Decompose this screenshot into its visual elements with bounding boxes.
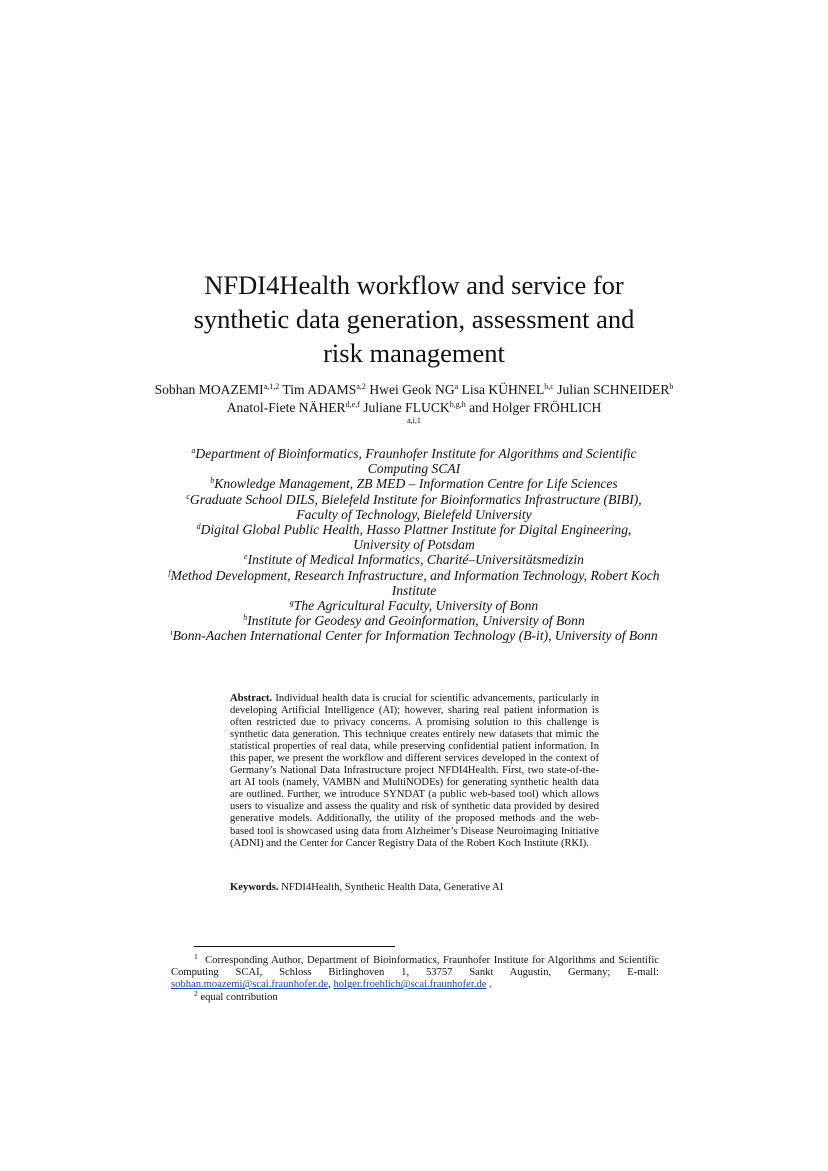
affiliation: $^e$Institute of Medical Informatics, Charité–Universitätsmedizin <box>244 552 584 568</box>
footnote-mark: 1 <box>194 952 198 961</box>
author-name: Sobhan MOAZEMI <box>154 382 264 397</box>
footnote-equal-contribution <box>171 988 659 1004</box>
author-sup: a,i,1 <box>407 416 421 425</box>
abstract <box>230 693 599 850</box>
title-line: NFDI4Health workflow and service for <box>204 270 624 300</box>
author-name: Anatol-Fiete NÄHER <box>226 399 346 415</box>
affiliation: $^c$Graduate School DILS, Bielefeld Institute for Bioinformatics Infrastructure (BIBI), Faculty of Technology, Bielefeld University <box>186 491 642 522</box>
author-sup: d,e,f <box>345 399 360 409</box>
author-name: Hwei Geok NG <box>369 382 455 397</box>
author-sup: a,1,2 <box>263 382 280 391</box>
affiliation: $^g$The Agricultural Faculty, University of Bonn <box>289 598 539 614</box>
author-name: Julian SCHNEIDER <box>557 382 670 397</box>
abstract-label: Abstract. <box>230 693 273 704</box>
footnote-mark: 2 <box>194 988 198 998</box>
affiliation: $^f$Method Development, Research Infrastructure, and Information Technology, Robert Koch Institute <box>168 567 660 598</box>
affiliation: $^a$Department of Bioinformatics, Fraunhofer Institute for Algorithms and Scientific Computing SCAI <box>191 446 637 477</box>
email-link-moazemi[interactable]: sobhan.moazemi@scai.fraunhofer.de <box>171 979 329 991</box>
author-sup: b <box>669 382 674 391</box>
author-name: Juliane FLUCK <box>363 399 450 415</box>
paper-title <box>150 268 678 370</box>
author-name: Lisa KÜHNEL <box>461 382 545 397</box>
author-sup: b,c <box>544 382 554 391</box>
footnote-corresponding-author: $^1$ Corresponding Author, Department of Bioinformatics, Fraunhofer Institute for Algorithms and Scientific Computing SCAI, Schloss Birlinghoven 1, 53757 Sankt Augustin, Germany; E-mail: sobhan.moazemi@scai.fraunhofer.de, holger.froehlich@scai.fraunhofer.de . <box>171 952 660 991</box>
footnotes <box>171 952 660 1004</box>
affiliation: $^i$Bonn-Aachen International Center for Information Technology (B-it), University of Bonn <box>170 628 658 644</box>
author-name: Tim ADAMS <box>282 382 357 397</box>
title-line: synthetic data generation, assessment and <box>193 304 635 334</box>
footnote-rule <box>194 946 395 947</box>
author-sup: b,g,h <box>449 399 466 409</box>
affiliation-list <box>168 446 660 644</box>
affiliation: $^h$Institute for Geodesy and Geoinformation, University of Bonn <box>243 613 585 629</box>
keywords-label: Keywords. <box>230 882 279 893</box>
author-sup: a <box>454 382 459 391</box>
author-list <box>150 381 678 425</box>
title-line: risk management <box>323 338 505 368</box>
keywords <box>230 882 599 894</box>
email-link-froehlich[interactable]: holger.froehlich@scai.fraunhofer.de <box>333 979 487 991</box>
keywords-text: NFDI4Health, Synthetic Health Data, Generative AI <box>281 882 504 893</box>
footnote-text: equal contribution <box>200 991 278 1003</box>
abstract-text: Individual health data is crucial for scientific advancements, particularly in developing Artificial Intelligence (AI); however, sharing real patient information is often restricted due to privacy concerns. A promising solution to this challenge is synthetic data generation. This technique creates entirely new datasets that mimic the statistical properties of real data, while preserving confidential patient information. In this paper, we present the workflow and different services developed in the context of Germany’s National Data Infrastructure project NFDI4Health. First, two state-of-the-art AI tools (namely, VAMBN and MultiNODEs) for generating synthetic health data are outlined. Further, we introduce SYNDAT (a public web-based tool) which allows users to visualize and assess the quality and risk of synthetic data provided by desired generative models. Additionally, the utility of the proposed methods and the web-based tool is showcased using data from Alzheimer’s Disease Neuroimaging Initiative (ADNI) and the Center for Cancer Registry Data of the Robert Koch Institute (RKI). <box>230 693 599 849</box>
affiliation: $^b$Knowledge Management, ZB MED – Information Centre for Life Sciences <box>210 476 618 492</box>
author-sup: a,2 <box>356 382 366 391</box>
author-name: and Holger FRÖHLICH <box>469 399 602 415</box>
footnote-text: Corresponding Author, Department of Bioinformatics, Fraunhofer Institute for Algorithms and Scientific Computing SCAI, Schloss Birlinghoven 1, 53757 Sankt Augustin, Germany; E-mail: <box>171 955 660 979</box>
affiliation: $^d$Digital Global Public Health, Hasso Plattner Institute for Digital Engineering, University of Potsdam <box>196 522 632 553</box>
